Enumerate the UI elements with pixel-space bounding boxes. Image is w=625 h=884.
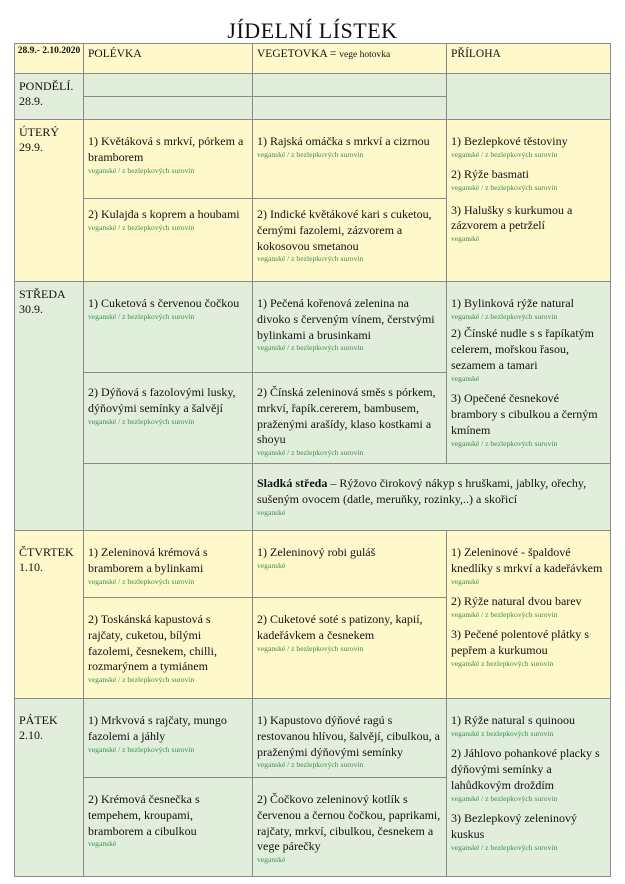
diet-note: veganské / z bezlepkových surovin — [88, 675, 195, 685]
dish-text: 2) Krémová česnečka s tempehem, kroupami, bramborem a cibulkou — [88, 792, 200, 838]
date-range: 28.9.- 2.10.2020 — [15, 44, 84, 74]
diet-note: veganské / z bezlepkových surovin — [88, 416, 195, 426]
wednesday-soup-2 — [84, 373, 253, 464]
day-cell-monday — [15, 74, 84, 120]
thursday-row-1 — [15, 531, 611, 598]
diet-note: veganské / z bezlepkových surovin — [451, 183, 558, 193]
tuesday-row-1 — [15, 120, 611, 199]
diet-note: veganské — [257, 855, 286, 865]
dish-text: 2) Kulajda s koprem a houbami — [88, 207, 240, 221]
diet-note: veganské / z bezlepkových surovin — [451, 793, 558, 803]
diet-note: veganské / z bezlepkových surovin — [257, 760, 364, 770]
day-name-wednesday: STŘEDA — [19, 287, 66, 301]
dish-text: 2) Jáhlovo pohankové placky s dýňovými semínky a lahůdkovým droždím — [451, 746, 600, 792]
friday-row-1 — [15, 699, 611, 778]
dish-text: 2) Čínská zeleninová směs s pórkem, mrkví, řapík.cererem, bambusem, praženými arašídy, klaso kostkami a shoyu — [257, 385, 436, 447]
day-name-thursday: ČTVRTEK — [19, 545, 74, 559]
diet-note: veganské / z bezlepkových surovin — [88, 222, 195, 232]
friday-veg-1 — [253, 699, 447, 778]
dish-text: 1) Kapustovo dýňové ragú s restovanou hlívou, šalvějí, cibulkou, a praženými dýňovými semínky — [257, 713, 440, 759]
dish-text: 2) Dýňová s fazolovými lusky, dýňovými semínky a šalvějí — [88, 385, 236, 415]
diet-note: veganské / z bezlepkových surovin — [88, 311, 195, 321]
dish-text: 2) Rýže natural dvou barev — [451, 594, 582, 609]
sweet-title: Sladká středa — [257, 476, 328, 490]
day-date-friday: 2.10. — [19, 728, 43, 743]
tuesday-side — [447, 120, 611, 282]
diet-note: veganské / z bezlepkových surovin — [88, 165, 195, 175]
dish-text: 1) Zeleninový robi guláš — [257, 545, 376, 559]
wednesday-soup-1 — [84, 282, 253, 373]
monday-side — [447, 74, 611, 120]
dish-text: 1) Zeleninová krémová s bramborem a bylinkami — [88, 545, 208, 575]
diet-note: veganské / z bezlepkových surovin — [257, 254, 364, 264]
diet-note: veganské — [257, 560, 286, 570]
sweet-text: – Rýžovo čirokový nákyp s hruškami, jablky, ořechy, sušeným ovocem (datle, meruňky, rozinky,..) a skořicí — [257, 476, 587, 506]
day-date-wednesday: 30.9. — [19, 302, 43, 317]
menu-table — [14, 43, 611, 877]
monday-row-1 — [15, 74, 611, 97]
column-header-side: PŘÍLOHA — [447, 44, 611, 74]
tuesday-veg-1 — [253, 120, 447, 199]
friday-soup-2 — [84, 778, 253, 877]
sweet-wednesday — [253, 464, 611, 531]
dish-text: 2) Indické květákové kari s cuketou, černými fazolemi, zázvorem a kokosovou smetanou — [257, 207, 432, 253]
thursday-veg-1 — [253, 531, 447, 598]
monday-veg-2 — [253, 97, 447, 120]
day-cell-tuesday — [15, 120, 84, 282]
thursday-side — [447, 531, 611, 699]
dish-text: 1) Bezlepkové těstoviny — [451, 134, 568, 148]
dish-text: 3) Bezlepkový zeleninový kuskus — [451, 811, 577, 842]
diet-note: veganské / z bezlepkových surovin — [451, 438, 558, 448]
wednesday-veg-2 — [253, 373, 447, 464]
wednesday-sweet-spacer — [84, 464, 253, 531]
column-header-soup: POLÉVKA — [84, 44, 253, 74]
dish-text: 3) Halušky s kurkumou a zázvorem a petrželí — [451, 202, 573, 233]
day-name-tuesday: ÚTERÝ — [19, 125, 59, 139]
monday-veg-1 — [253, 74, 447, 97]
wednesday-row-1 — [15, 282, 611, 373]
diet-note: veganské / z bezlepkových surovin — [257, 643, 364, 653]
dish-text: 1) Cuketová s červenou čočkou — [88, 296, 240, 310]
diet-note: veganské / z bezlepkových surovin — [257, 448, 364, 458]
dish-text: 1) Rýže natural s quinoou — [451, 713, 575, 727]
dish-text: 2) Čočkovo zeleninový kotlík s červenou a černou čočkou, paprikami, rajčaty, mrkví, cibulkou, česnekem a vege párečky — [257, 792, 441, 854]
column-header-veg-sub: vege hotovka — [339, 50, 391, 60]
page-title: JÍDELNÍ LÍSTEK — [227, 18, 398, 43]
thursday-soup-1 — [84, 531, 253, 598]
dish-text: 2) Toskánská kapustová s rajčaty, cuketou, bílými fazolemi, česnekem, chilli, rozmarýnem a tymiánem — [88, 612, 217, 674]
day-date-tuesday: 29.9. — [19, 140, 43, 155]
thursday-soup-2 — [84, 598, 253, 699]
friday-side — [447, 699, 611, 877]
diet-note: veganské / z bezlepkových surovin — [451, 842, 558, 852]
dish-text: 2) Cuketové soté s patizony, kapií, kadeřávkem a česnekem — [257, 612, 423, 642]
diet-note: veganské — [451, 576, 480, 586]
diet-note: veganské — [451, 373, 480, 383]
diet-note: veganské — [88, 839, 117, 849]
dish-text: 3) Pečené polentové plátky s pepřem a kurkumou — [451, 627, 589, 658]
diet-note: veganské z bezlepkových surovin — [451, 659, 554, 669]
day-cell-thursday — [15, 531, 84, 699]
day-cell-friday — [15, 699, 84, 877]
friday-veg-2 — [253, 778, 447, 877]
diet-note: veganské / z bezlepkových surovin — [451, 609, 558, 619]
diet-note: veganské / z bezlepkových surovin — [451, 311, 558, 321]
dish-text: 3) Opečené česnekové brambory s cibulkou a černým kmínem — [451, 391, 598, 437]
dish-text: 1) Květáková s mrkví, pórkem a bramborem — [88, 134, 244, 164]
day-name-monday: PONDĚLÍ. — [19, 79, 74, 93]
tuesday-soup-1 — [84, 120, 253, 199]
day-date-thursday: 1.10. — [19, 560, 43, 575]
diet-note: veganské / z bezlepkových surovin — [257, 343, 364, 353]
monday-soup-1 — [84, 74, 253, 97]
header-row — [15, 44, 611, 74]
day-date-monday: 28.9. — [19, 94, 43, 109]
diet-note: veganské / z bezlepkových surovin — [451, 149, 558, 159]
wednesday-row-3 — [15, 464, 611, 531]
dish-text: 2) Čínské nudle s s řapíkatým celerem, mořskou řasou, sezamem a tamari — [451, 326, 594, 372]
diet-note: veganské / z bezlepkových surovin — [88, 744, 195, 754]
column-header-veg — [253, 44, 447, 74]
column-header-veg-label: VEGETOVKA = — [257, 48, 340, 60]
diet-note: veganské — [257, 507, 286, 517]
day-name-friday: PÁTEK — [19, 713, 58, 727]
friday-soup-1 — [84, 699, 253, 778]
dish-text — [257, 476, 606, 508]
dish-text: 1) Zeleninové - špaldové knedlíky s mrkví a kadeřávkem — [451, 545, 603, 575]
monday-soup-2 — [84, 97, 253, 120]
wednesday-side — [447, 282, 611, 464]
tuesday-soup-2 — [84, 199, 253, 282]
dish-text: 1) Bylinková rýže natural — [451, 296, 574, 310]
tuesday-veg-2 — [253, 199, 447, 282]
diet-note: veganské z bezlepkových surovin — [451, 728, 554, 738]
dish-text: 1) Pečená kořenová zelenina na divoko s červeným vínem, čerstvými bylinkami a brusinkami — [257, 296, 435, 342]
diet-note: veganské / z bezlepkových surovin — [88, 576, 195, 586]
diet-note: veganské / z bezlepkových surovin — [257, 149, 364, 159]
dish-text: 2) Rýže basmati — [451, 167, 529, 182]
diet-note: veganské — [451, 234, 480, 244]
day-cell-wednesday — [15, 282, 84, 531]
wednesday-veg-1 — [253, 282, 447, 373]
thursday-veg-2 — [253, 598, 447, 699]
dish-text: 1) Rajská omáčka s mrkví a cizrnou — [257, 134, 430, 148]
dish-text: 1) Mrkvová s rajčaty, mungo fazolemi a jáhly — [88, 713, 227, 743]
